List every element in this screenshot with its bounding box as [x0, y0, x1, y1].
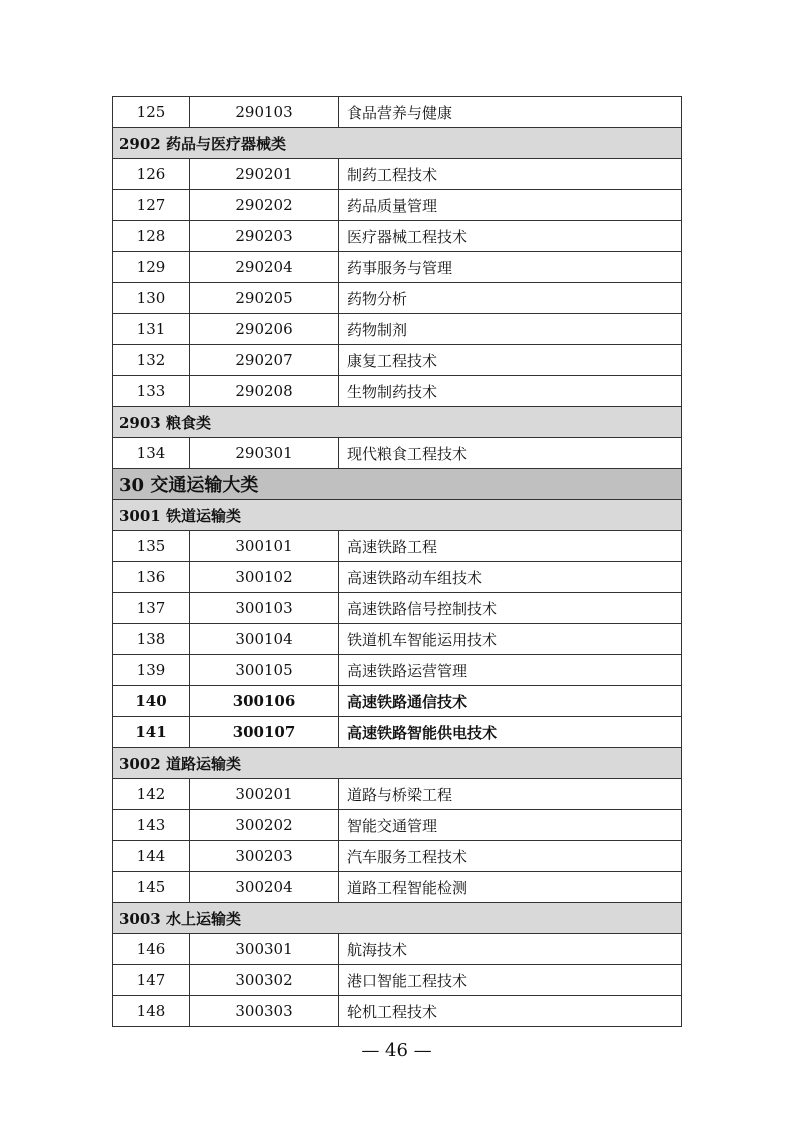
code-cell: 300105 — [190, 655, 339, 686]
table-row — [113, 872, 682, 903]
code-cell: 290103 — [190, 97, 339, 128]
category-label: 2902 药品与医疗器械类 — [113, 128, 682, 159]
name-cell: 现代粮食工程技术 — [339, 438, 682, 469]
seq-cell: 135 — [113, 531, 190, 562]
seq-cell: 140 — [113, 686, 190, 717]
table-row — [113, 686, 682, 717]
code-cell: 290206 — [190, 314, 339, 345]
table-row — [113, 965, 682, 996]
table-row — [113, 376, 682, 407]
name-cell: 铁道机车智能运用技术 — [339, 624, 682, 655]
seq-cell: 148 — [113, 996, 190, 1027]
category-label: 2903 粮食类 — [113, 407, 682, 438]
seq-cell: 132 — [113, 345, 190, 376]
name-cell: 高速铁路工程 — [339, 531, 682, 562]
code-cell: 290202 — [190, 190, 339, 221]
name-cell: 药品质量管理 — [339, 190, 682, 221]
seq-cell: 136 — [113, 562, 190, 593]
name-cell: 高速铁路运营管理 — [339, 655, 682, 686]
table-row — [113, 779, 682, 810]
table-row — [113, 97, 682, 128]
seq-cell: 144 — [113, 841, 190, 872]
table-row — [113, 438, 682, 469]
name-cell: 药物制剂 — [339, 314, 682, 345]
code-cell: 290207 — [190, 345, 339, 376]
name-cell: 智能交通管理 — [339, 810, 682, 841]
table-row — [113, 283, 682, 314]
seq-cell: 147 — [113, 965, 190, 996]
name-cell: 高速铁路通信技术 — [339, 686, 682, 717]
code-cell: 300302 — [190, 965, 339, 996]
table-row — [113, 841, 682, 872]
seq-cell: 129 — [113, 252, 190, 283]
category-row — [113, 407, 682, 438]
table-row — [113, 717, 682, 748]
seq-cell: 125 — [113, 97, 190, 128]
category-row — [113, 500, 682, 531]
seq-cell: 131 — [113, 314, 190, 345]
table-row — [113, 996, 682, 1027]
table-row — [113, 562, 682, 593]
table-row — [113, 624, 682, 655]
seq-cell: 127 — [113, 190, 190, 221]
name-cell: 食品营养与健康 — [339, 97, 682, 128]
table-row — [113, 655, 682, 686]
name-cell: 生物制药技术 — [339, 376, 682, 407]
page-number: — 46 — — [361, 1040, 432, 1061]
name-cell: 高速铁路信号控制技术 — [339, 593, 682, 624]
seq-cell: 143 — [113, 810, 190, 841]
seq-cell: 130 — [113, 283, 190, 314]
category-row — [113, 748, 682, 779]
table-row — [113, 252, 682, 283]
table-body — [113, 97, 682, 1027]
code-cell: 290205 — [190, 283, 339, 314]
code-cell: 300202 — [190, 810, 339, 841]
name-cell: 高速铁路智能供电技术 — [339, 717, 682, 748]
code-cell: 290203 — [190, 221, 339, 252]
seq-cell: 134 — [113, 438, 190, 469]
seq-cell: 141 — [113, 717, 190, 748]
name-cell: 港口智能工程技术 — [339, 965, 682, 996]
name-cell: 道路与桥梁工程 — [339, 779, 682, 810]
seq-cell: 139 — [113, 655, 190, 686]
seq-cell: 145 — [113, 872, 190, 903]
name-cell: 制药工程技术 — [339, 159, 682, 190]
table-row — [113, 159, 682, 190]
seq-cell: 142 — [113, 779, 190, 810]
major-category-label: 30 交通运输大类 — [113, 469, 682, 500]
name-cell: 道路工程智能检测 — [339, 872, 682, 903]
code-cell: 300303 — [190, 996, 339, 1027]
seq-cell: 133 — [113, 376, 190, 407]
code-cell: 300101 — [190, 531, 339, 562]
seq-cell: 146 — [113, 934, 190, 965]
code-cell: 300104 — [190, 624, 339, 655]
category-row — [113, 128, 682, 159]
program-catalog-table — [112, 96, 682, 1027]
code-cell: 300204 — [190, 872, 339, 903]
seq-cell: 128 — [113, 221, 190, 252]
table-row — [113, 345, 682, 376]
seq-cell: 137 — [113, 593, 190, 624]
code-cell: 290201 — [190, 159, 339, 190]
name-cell: 汽车服务工程技术 — [339, 841, 682, 872]
category-label: 3003 水上运输类 — [113, 903, 682, 934]
code-cell: 290208 — [190, 376, 339, 407]
name-cell: 药事服务与管理 — [339, 252, 682, 283]
category-label: 3001 铁道运输类 — [113, 500, 682, 531]
table-row — [113, 593, 682, 624]
name-cell: 药物分析 — [339, 283, 682, 314]
table-row — [113, 810, 682, 841]
code-cell: 300103 — [190, 593, 339, 624]
table-row — [113, 221, 682, 252]
seq-cell: 138 — [113, 624, 190, 655]
code-cell: 300107 — [190, 717, 339, 748]
major-category-row — [113, 469, 682, 500]
seq-cell: 126 — [113, 159, 190, 190]
name-cell: 医疗器械工程技术 — [339, 221, 682, 252]
table-row — [113, 531, 682, 562]
name-cell: 航海技术 — [339, 934, 682, 965]
name-cell: 康复工程技术 — [339, 345, 682, 376]
code-cell: 300203 — [190, 841, 339, 872]
code-cell: 300301 — [190, 934, 339, 965]
category-row — [113, 903, 682, 934]
name-cell: 轮机工程技术 — [339, 996, 682, 1027]
code-cell: 300201 — [190, 779, 339, 810]
code-cell: 290301 — [190, 438, 339, 469]
table-row — [113, 190, 682, 221]
code-cell: 300102 — [190, 562, 339, 593]
code-cell: 300106 — [190, 686, 339, 717]
category-label: 3002 道路运输类 — [113, 748, 682, 779]
table-row — [113, 934, 682, 965]
name-cell: 高速铁路动车组技术 — [339, 562, 682, 593]
code-cell: 290204 — [190, 252, 339, 283]
table-row — [113, 314, 682, 345]
